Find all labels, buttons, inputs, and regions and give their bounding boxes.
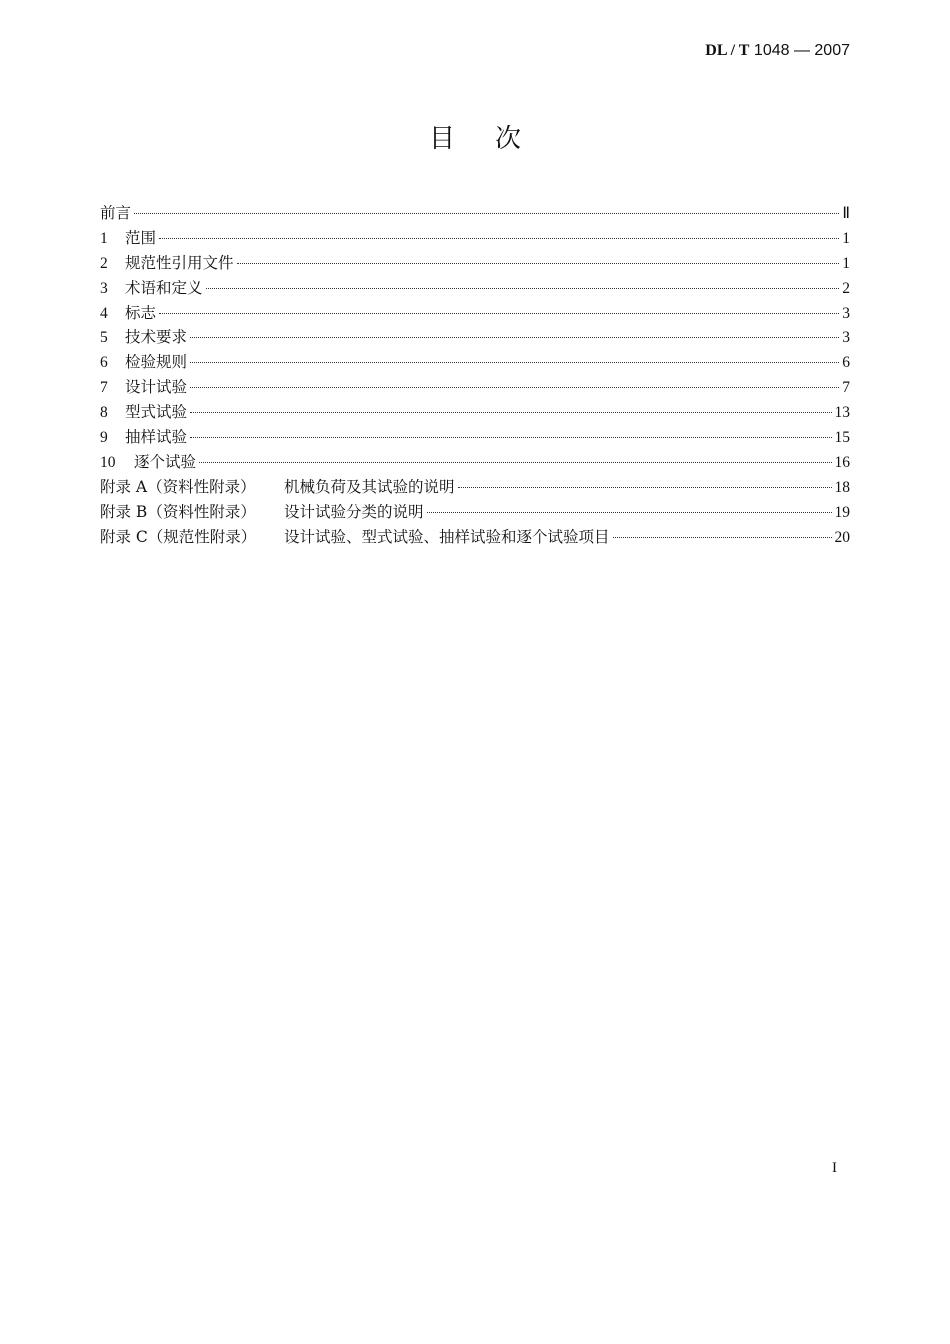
- toc-entry-title: 范围: [125, 228, 157, 247]
- table-of-contents: [100, 201, 850, 549]
- toc-entry[interactable]: [100, 350, 850, 375]
- dot-leader: [159, 313, 839, 314]
- toc-entry-page: 6: [842, 354, 850, 372]
- toc-entry-title: 技术要求: [125, 328, 188, 347]
- toc-entry-label: [100, 450, 196, 476]
- toc-entry-label: [100, 425, 187, 451]
- toc-entry-title: 规范性引用文件: [125, 253, 234, 272]
- toc-entry-number: 1: [100, 229, 108, 247]
- dot-leader: [190, 337, 839, 338]
- toc-entry[interactable]: [100, 251, 850, 276]
- toc-entry-title: 设计试验分类的说明: [284, 502, 424, 521]
- toc-entry-number: 7: [100, 379, 108, 397]
- toc-entry-page: 3: [842, 304, 850, 322]
- toc-entry-page: 1: [842, 254, 850, 272]
- toc-entry-page: 7: [842, 379, 850, 397]
- dot-leader: [190, 362, 839, 363]
- dot-leader: [134, 213, 839, 214]
- toc-entry-label: [100, 201, 131, 226]
- toc-entry[interactable]: [100, 276, 850, 301]
- page-number: I: [832, 1160, 837, 1176]
- standard-code: [705, 42, 850, 60]
- toc-entry-page: Ⅱ: [842, 205, 850, 222]
- toc-entry-number: 2: [100, 254, 108, 272]
- dot-leader: [190, 412, 831, 413]
- toc-entry[interactable]: [100, 201, 850, 226]
- toc-entry-number: 8: [100, 404, 108, 422]
- toc-entry-label: [100, 325, 187, 351]
- toc-entry-number: 5: [100, 329, 108, 347]
- toc-entry-page: 19: [834, 503, 850, 521]
- dot-leader: [427, 512, 832, 513]
- toc-entry-title: 前言: [100, 204, 132, 222]
- toc-entry-label: [100, 251, 234, 277]
- dot-leader: [206, 288, 840, 289]
- page-title: 目次: [428, 124, 561, 154]
- toc-entry-page: 20: [834, 528, 850, 546]
- toc-entry-page: 16: [834, 453, 850, 471]
- toc-entry[interactable]: [100, 500, 850, 525]
- toc-entry-label: [100, 475, 455, 500]
- toc-appendix-tag: 附录 A（资料性附录）: [100, 477, 256, 496]
- toc-entry-number: 3: [100, 279, 108, 297]
- toc-entry-number: 9: [100, 429, 108, 447]
- toc-entry[interactable]: [100, 525, 850, 550]
- toc-entry[interactable]: [100, 325, 850, 350]
- toc-appendix-tag: 附录 B（资料性附录）: [100, 502, 256, 521]
- toc-entry-title: 设计试验: [125, 378, 188, 397]
- toc-entry-label: [100, 525, 610, 550]
- toc-entry-title: 机械负荷及其试验的说明: [284, 477, 455, 496]
- standard-prefix: DL / T: [705, 42, 750, 59]
- toc-entry[interactable]: [100, 301, 850, 326]
- toc-entry-title: 抽样试验: [125, 428, 188, 447]
- toc-entry-label: [100, 301, 156, 327]
- toc-entry-number: 4: [100, 304, 108, 322]
- dot-leader: [199, 462, 831, 463]
- toc-entry-label: [100, 350, 187, 376]
- toc-entry-title: 术语和定义: [125, 278, 203, 297]
- toc-entry[interactable]: [100, 226, 850, 251]
- dot-leader: [159, 238, 839, 239]
- toc-entry-page: 1: [842, 229, 850, 247]
- toc-entry[interactable]: [100, 400, 850, 425]
- toc-entry[interactable]: [100, 450, 850, 475]
- toc-entry-number: 6: [100, 354, 108, 372]
- toc-entry-label: [100, 500, 424, 525]
- toc-entry-page: 15: [834, 429, 850, 447]
- toc-entry-title: 设计试验、型式试验、抽样试验和逐个试验项目: [284, 527, 610, 546]
- toc-entry[interactable]: [100, 425, 850, 450]
- toc-entry[interactable]: [100, 375, 850, 400]
- toc-entry-title: 检验规则: [125, 353, 188, 372]
- dot-leader: [458, 487, 832, 488]
- toc-entry-title: 标志: [125, 303, 157, 322]
- dot-leader: [237, 263, 840, 264]
- toc-entry-label: [100, 226, 156, 252]
- dot-leader: [190, 437, 831, 438]
- dot-leader: [190, 387, 839, 388]
- toc-entry-label: [100, 400, 187, 426]
- toc-entry-page: 13: [834, 404, 850, 422]
- toc-entry-page: 2: [842, 279, 850, 297]
- toc-entry-label: [100, 276, 203, 302]
- toc-entry-title: 型式试验: [125, 403, 188, 422]
- toc-entry-label: [100, 375, 187, 401]
- toc-entry[interactable]: [100, 475, 850, 500]
- toc-appendix-tag: 附录 C（规范性附录）: [100, 527, 257, 546]
- dot-leader: [613, 537, 832, 538]
- toc-entry-title: 逐个试验: [134, 452, 197, 471]
- toc-entry-page: 3: [842, 329, 850, 347]
- toc-entry-number: 10: [100, 453, 116, 471]
- standard-number: 1048 — 2007: [753, 42, 850, 59]
- toc-entry-page: 18: [834, 478, 850, 496]
